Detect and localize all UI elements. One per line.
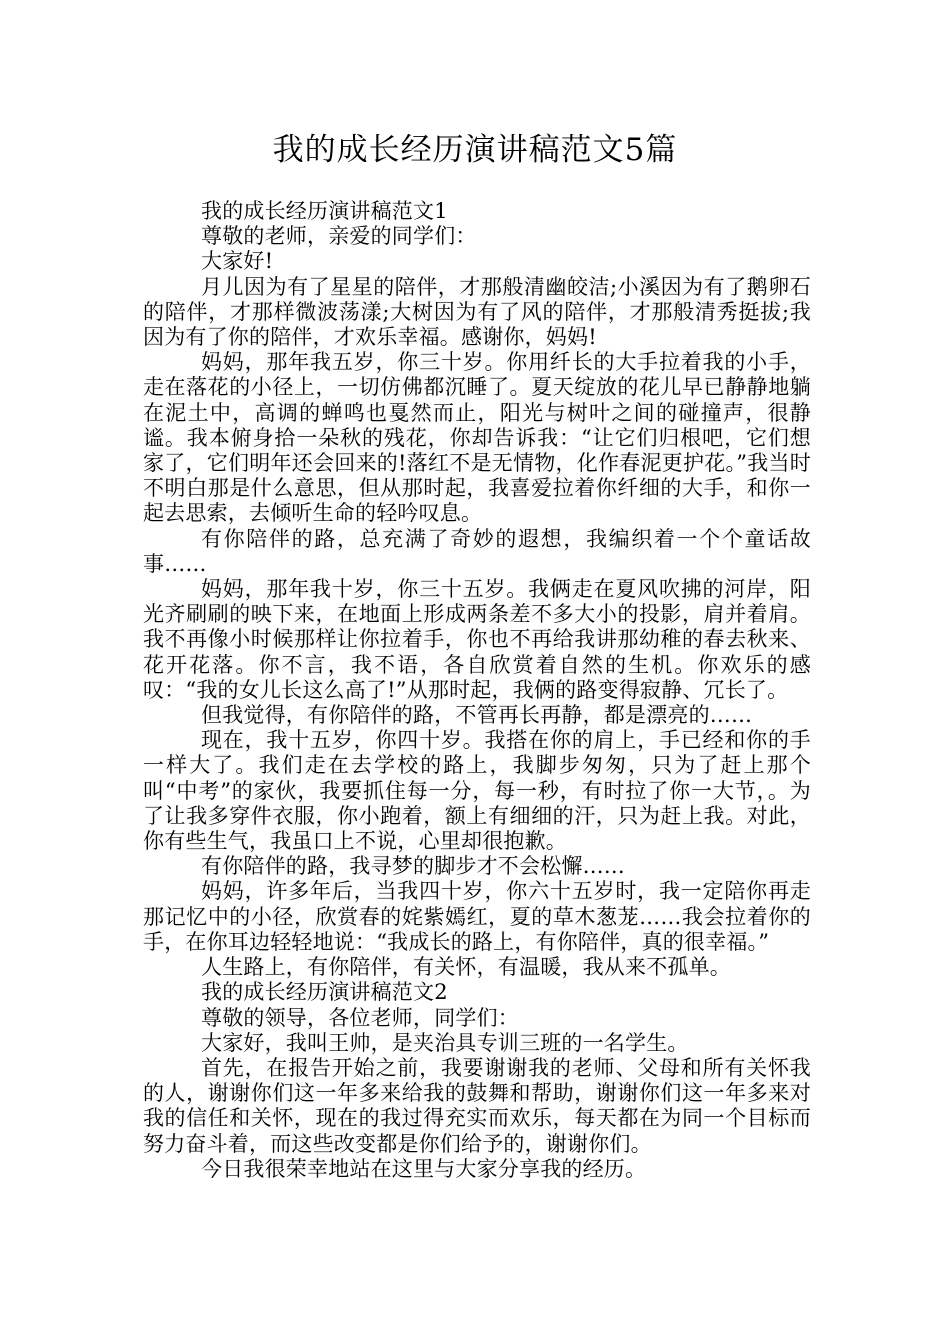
paragraph: 但我觉得，有你陪伴的路，不管再长再静，都是漂亮的…… (201, 703, 753, 728)
paragraph: 月儿因为有了星星的陪伴，才那般清幽皎洁;小溪因为有了鹅卵石的陪伴，才那样微波荡漾;大树因为有了风的陪伴，才那般清秀挺拔;我因为有了你的陪伴，才欢乐幸福。感谢你，妈妈! (143, 274, 811, 350)
document-title: 我的成长经历演讲稿范文5篇 (272, 132, 678, 168)
document-body (143, 199, 811, 1182)
salutation: 尊敬的老师，亲爱的同学们： (201, 224, 477, 249)
greeting: 大家好，我叫王帅，是夹治具专训三班的一名学生。 (201, 1030, 689, 1055)
paragraph: 首先，在报告开始之前，我要谢谢我的老师、父母和所有关怀我的人，谢谢你们这一年多来给我的鼓舞和帮助，谢谢你们这一年多来对我的信任和关怀，现在的我过得充实而欢乐，每天都在为同一个目标而努力奋斗着，而这些改变都是你们给予的，谢谢你们。 (143, 1055, 811, 1156)
salutation: 尊敬的领导，各位老师，同学们： (201, 1005, 519, 1030)
paragraph: 现在，我十五岁，你四十岁。我搭在你的肩上，手已经和你的手一样大了。我们走在去学校的路上，我脚步匆匆，只为了赶上那个叫“中考”的家伙，我要抓住每一分，每一秒，有时拉了你一大节，。为了让我多穿件衣服，你小跑着，额上有细细的汗，只为赶上我。对此，你有些生气，我虽口上不说，心里却很抱歉。 (143, 728, 811, 854)
essay-heading: 我的成长经历演讲稿范文2 (201, 980, 448, 1005)
essay-heading: 我的成长经历演讲稿范文1 (201, 199, 448, 223)
paragraph: 妈妈，那年我五岁，你三十岁。你用纤长的大手拉着我的小手，走在落花的小径上，一切仿佛都沉睡了。夏天绽放的花儿早已静静地躺在泥土中，高调的蝉鸣也戛然而止，阳光与树叶之间的碰撞声，很静谧。我本俯身拾一朵秋的残花，你却告诉我：“让它们归根吧，它们想家了，它们明年还会回来的!落红不是无情物，化作春泥更护花。”我当时不明白那是什么意思，但从那时起，我喜爱拉着你纤细的大手，和你一起去思索，去倾听生命的轻吟叹息。 (143, 350, 811, 526)
paragraph: 今日我很荣幸地站在这里与大家分享我的经历。 (201, 1156, 647, 1181)
paragraph: 妈妈，许多年后，当我四十岁，你六十五岁时，我一定陪你再走那记忆中的小径，欣赏春的姹紫嫣红，夏的草木葱茏……我会拉着你的手，在你耳边轻轻地说：“我成长的路上，有你陪伴，真的很幸福。” (143, 879, 811, 954)
greeting: 大家好! (201, 249, 274, 274)
paragraph: 有你陪伴的路，我寻梦的脚步才不会松懈…… (201, 854, 625, 879)
paragraph: 有你陪伴的路，总充满了奇妙的遐想，我编织着一个个童话故事…… (143, 526, 811, 576)
paragraph: 妈妈，那年我十岁，你三十五岁。我俩走在夏风吹拂的河岸，阳光齐刷刷的映下来，在地面上形成两条差不多大小的投影，肩并着肩。我不再像小时候那样让你拉着手，你也不再给我讲那幼稚的春去秋来、花开花落。你不言，我不语，各自欣赏着自然的生机。你欢乐的感叹：“我的女儿长这么高了!”从那时起，我俩的路变得寂静、冗长了。 (143, 577, 811, 702)
paragraph: 人生路上，有你陪伴，有关怀，有温暖，我从来不孤单。 (201, 955, 731, 980)
